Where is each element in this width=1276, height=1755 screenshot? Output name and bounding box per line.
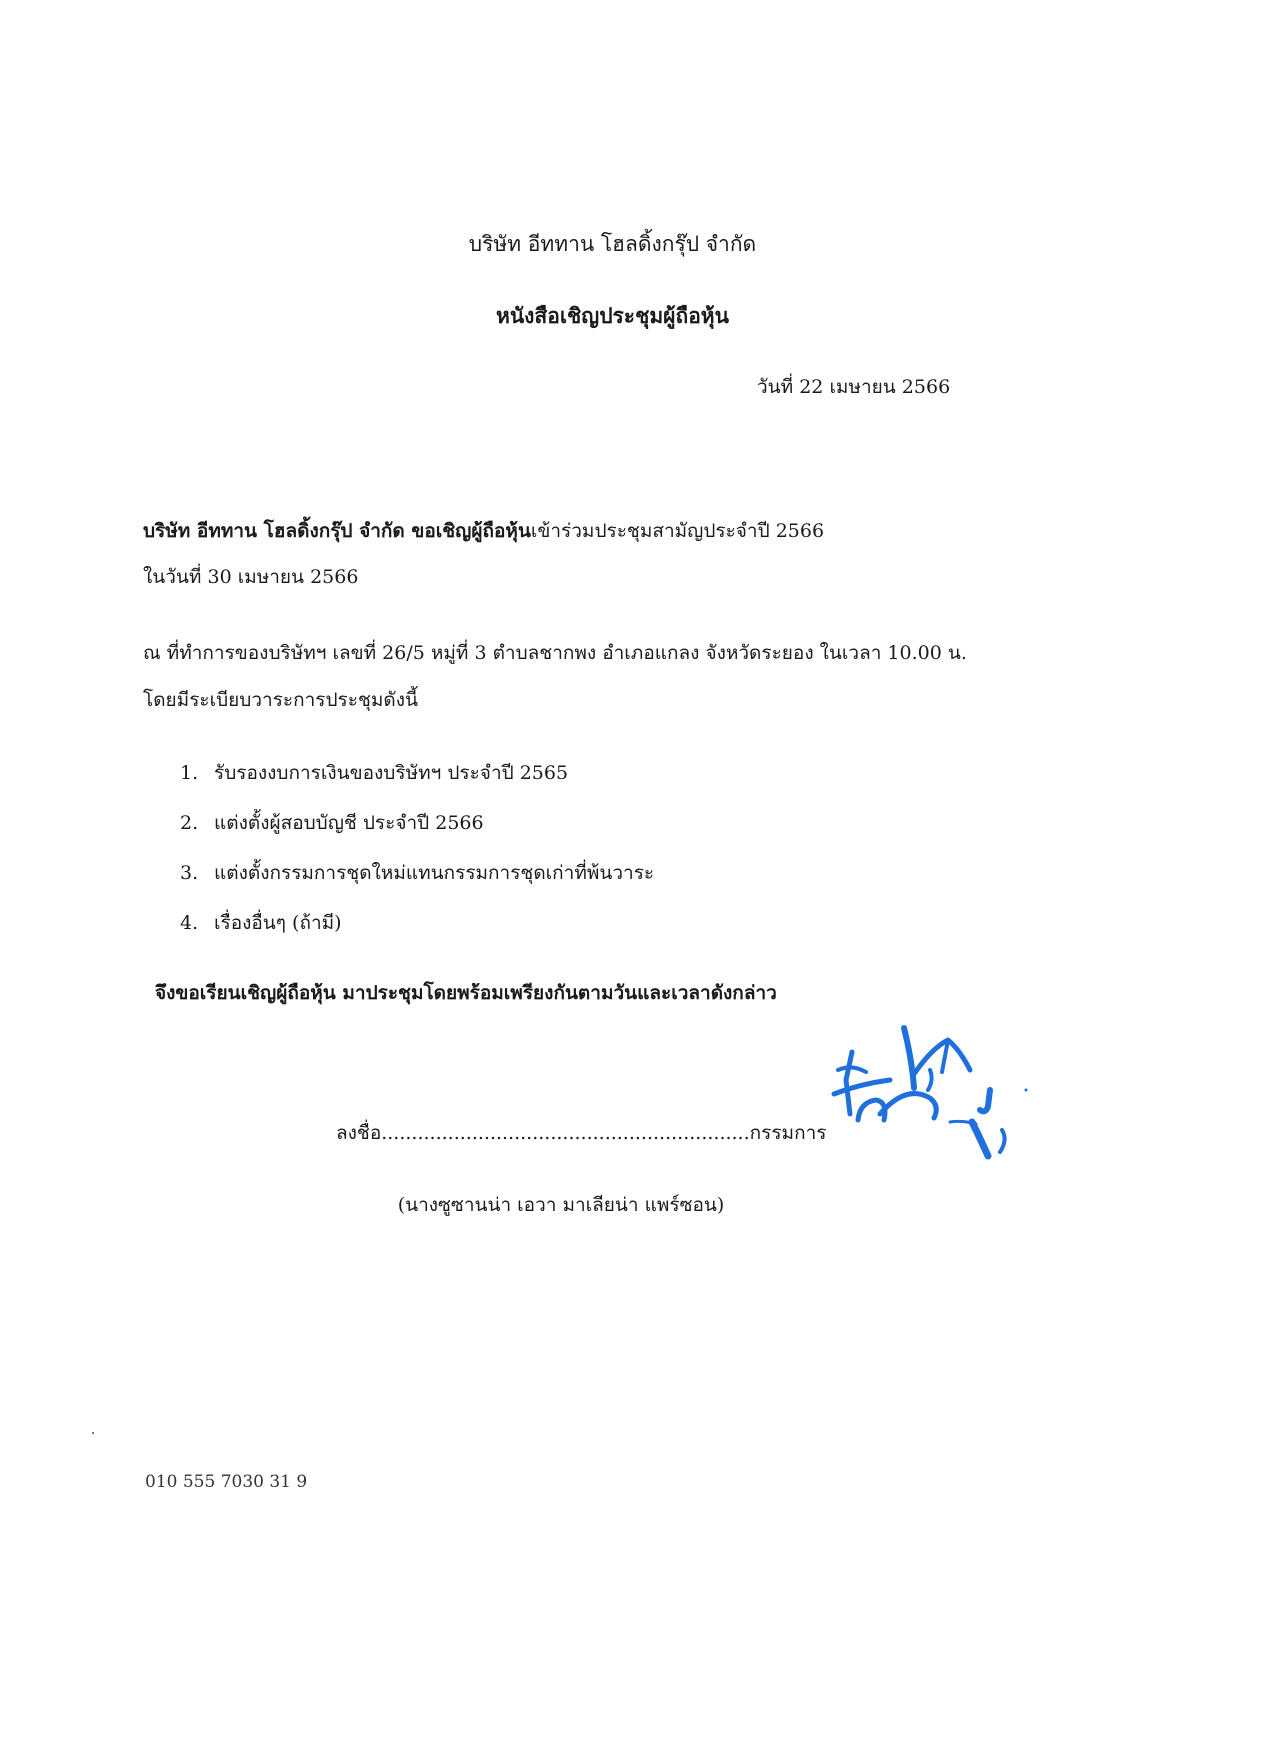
signature-line: ลงชื่อ.............................................................กรรมการ — [336, 1122, 827, 1144]
agenda-item — [180, 808, 654, 858]
venue-line-2: โดยมีระเบียบวาระการประชุมดังนี้ — [143, 689, 418, 711]
invitation-rest: เข้าร่วมประชุมสามัญประจำปี 2566 — [530, 520, 825, 542]
agenda-list — [180, 758, 654, 958]
registration-number: 010 555 7030 31 9 — [145, 1472, 308, 1492]
company-name: บริษัท อีททาน โฮลดิ้งกรุ๊ป จำกัด — [468, 232, 757, 256]
agenda-number: 1. — [180, 762, 199, 784]
document-date: วันที่ 22 เมษายน 2566 — [757, 376, 951, 398]
document-title: หนังสือเชิญประชุมผู้ถือหุ้น — [495, 303, 730, 328]
handwritten-signature — [830, 1010, 1030, 1170]
agenda-text: รับรองงบการเงินของบริษัทฯ ประจำปี 2565 — [214, 762, 569, 784]
agenda-number: 3. — [180, 862, 199, 884]
agenda-item — [180, 858, 654, 908]
scan-speck — [92, 1432, 94, 1434]
invitation-line-2: ในวันที่ 30 เมษายน 2566 — [143, 566, 359, 588]
agenda-text: แต่งตั้งกรรมการชุดใหม่แทนกรรมการชุดเก่าที่พ้นวาระ — [214, 862, 655, 884]
invitation-lead: บริษัท อีททาน โฮลดิ้งกรุ๊ป จำกัด ขอเชิญผู้ถือหุ้น — [143, 520, 531, 542]
signer-name: (นางซูซานน่า เอวา มาเลียน่า แพร์ซอน) — [397, 1194, 725, 1216]
agenda-text: แต่งตั้งผู้สอบบัญชี ประจำปี 2566 — [214, 812, 484, 834]
agenda-number: 2. — [180, 812, 199, 834]
invitation-line-1 — [143, 516, 824, 546]
closing-statement: จึงขอเรียนเชิญผู้ถือหุ้น มาประชุมโดยพร้อมเพรียงกันตามวันและเวลาดังกล่าว — [155, 982, 777, 1004]
venue-line-1: ณ ที่ทำการของบริษัทฯ เลขที่ 26/5 หมู่ที่ 3 ตำบลชากพง อำเภอแกลง จังหวัดระยอง ในเวลา 10.00 น. — [143, 642, 967, 664]
agenda-item — [180, 908, 654, 958]
agenda-number: 4. — [180, 912, 199, 934]
agenda-text: เรื่องอื่นๆ (ถ้ามี) — [214, 912, 342, 934]
agenda-item — [180, 758, 654, 808]
